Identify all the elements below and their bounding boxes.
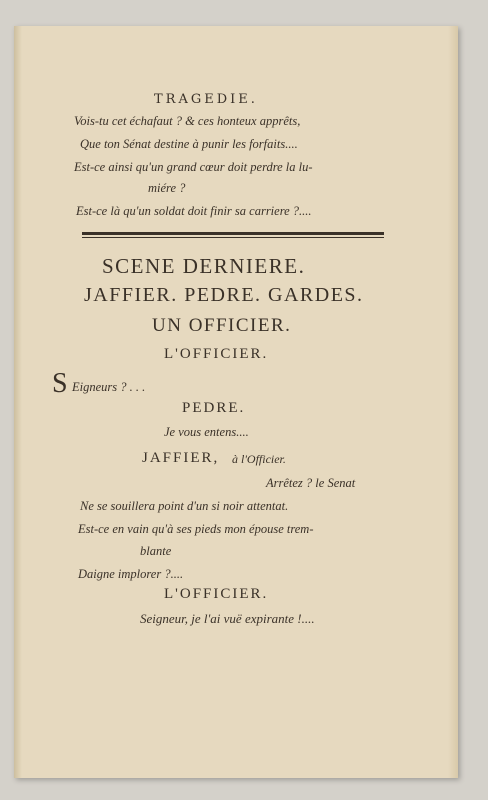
verse-line-3: Est-ce ainsi qu'un grand cœur doit perdre la lu- <box>74 160 313 174</box>
book-page <box>14 26 458 778</box>
verse-line-1: Vois-tu cet échafaut ? & ces honteux apprêts, <box>74 114 301 128</box>
running-head: TRAGEDIE. <box>154 92 258 107</box>
page-left-edge <box>14 26 22 778</box>
page-right-edge <box>448 26 458 778</box>
jaffier-line-3: Est-ce en vain qu'à ses pieds mon épouse trem- <box>78 522 314 536</box>
scene-title: SCENE DERNIERE. <box>102 254 306 278</box>
speaker-officier-1: L'OFFICIER. <box>164 346 269 362</box>
jaffier-line-2: Ne se souillera point d'un si noir attentat. <box>80 499 289 513</box>
speaker-jaffier-stage-direction: à l'Officier. <box>232 452 286 466</box>
verse-line-4: miére ? <box>148 181 186 195</box>
verse-line-2: Que ton Sénat destine à punir les forfaits.... <box>80 137 298 151</box>
verse-line-5: Est-ce là qu'un soldat doit finir sa carriere ?.... <box>76 204 312 218</box>
jaffier-line-5: Daigne implorer ?.... <box>78 567 184 581</box>
drop-cap-letter: S <box>52 368 68 399</box>
speaker-jaffier: JAFFIER, <box>142 450 220 466</box>
speaker-pedre: PEDRE. <box>182 400 246 416</box>
speaker-officier-2: L'OFFICIER. <box>164 586 269 602</box>
scene-characters-line-2: UN OFFICIER. <box>152 315 292 336</box>
officier-line-1: Eigneurs ? . . . <box>72 380 146 394</box>
jaffier-line-1: Arrêtez ? le Senat <box>266 476 356 490</box>
scene-characters-line-1: JAFFIER. PEDRE. GARDES. <box>84 284 364 306</box>
jaffier-line-4: blante <box>140 544 172 558</box>
section-divider-rule <box>82 232 384 238</box>
officier-line-2: Seigneur, je l'ai vuë expirante !.... <box>140 611 315 626</box>
pedre-line: Je vous entens.... <box>164 425 249 439</box>
